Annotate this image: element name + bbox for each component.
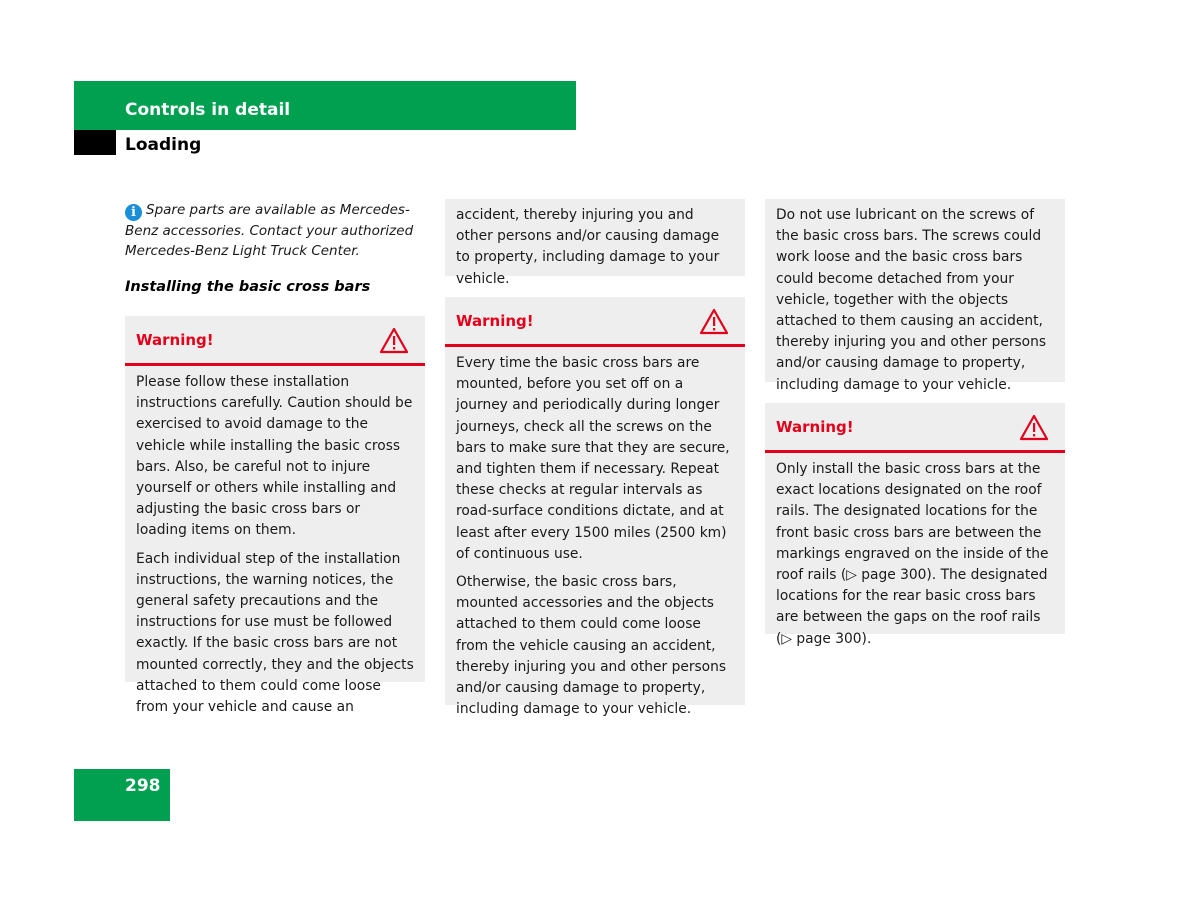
warning-box-1 <box>125 316 425 716</box>
continuation-body <box>765 199 1065 404</box>
continuation-text: Do not use lubricant on the screws of the basic cross bars. The screws could work loose and the basic cross bars could become detached from your vehicle, together with the objects attached to them causing an accident, thereby injuring you and other persons and/or causing damage to property, including damage to your vehicle. <box>776 207 1047 393</box>
warning-triangle-icon <box>699 308 729 335</box>
warning-box-2 <box>445 297 745 718</box>
continuation-box-1 <box>445 199 745 287</box>
warning-body <box>445 347 745 728</box>
continuation-text: accident, thereby injuring you and other persons and/or causing damage to property, including damage to your vehicle. <box>456 207 720 287</box>
continuation-box-2 <box>765 199 1065 393</box>
warning-label: Warning! <box>136 331 214 349</box>
info-icon: i <box>125 204 142 221</box>
warning-paragraph: Each individual step of the installation instructions, the warning notices, the general safety precautions and the instructions for use must be followed exactly. If the basic cross bars are not mounted correctly, they and the objects attached to them could come loose from your vehicle and cause an <box>136 550 414 716</box>
warning-body <box>125 366 425 726</box>
warning-header <box>765 403 1065 453</box>
subheading: Installing the basic cross bars <box>125 279 371 295</box>
warning-label: Warning! <box>776 418 854 436</box>
section-title: Loading <box>125 135 202 155</box>
warning-body <box>765 453 1065 658</box>
info-note-text: Spare parts are available as Mercedes-Benz accessories. Contact your authorized Mercedes-Benz Light Truck Center. <box>125 202 414 259</box>
warning-paragraph: Only install the basic cross bars at the exact locations designated on the roof rails. The designated locations for the front basic cross bars are between the markings engraved on the inside of the roof rails (▷ page 300). The designated locations for the rear basic cross bars are between the gaps on the roof rails (▷ page 300). <box>776 461 1049 647</box>
warning-box-3 <box>765 403 1065 647</box>
warning-paragraph: Every time the basic cross bars are mounted, before you set off on a journey and periodically during longer journeys, check all the screws on the bars to make sure that they are secure, and tighten them if necessary. Repeat these checks at regular intervals as road-surface conditions dictate, and at least after every 1500 miles (2500 km) of continuous use. <box>456 355 730 562</box>
warning-triangle-icon <box>1019 414 1049 441</box>
section-marker <box>74 130 116 155</box>
warning-paragraph: Otherwise, the basic cross bars, mounted accessories and the objects attached to them could come loose from the vehicle causing an accident, thereby injuring you and other persons and/or causing damage to property, including damage to your vehicle. <box>456 574 727 718</box>
warning-label: Warning! <box>456 312 534 330</box>
info-note <box>125 200 425 261</box>
page-number: 298 <box>125 776 161 796</box>
warning-header <box>125 316 425 366</box>
warning-triangle-icon <box>379 327 409 354</box>
warning-header <box>445 297 745 347</box>
continuation-body <box>445 199 745 298</box>
chapter-title: Controls in detail <box>125 100 291 120</box>
warning-paragraph: Please follow these installation instructions carefully. Caution should be exercised to avoid damage to the vehicle while installing the basic cross bars. Also, be careful not to injure yourself or others while installing and adjusting the basic cross bars or loading items on them. <box>136 374 413 539</box>
